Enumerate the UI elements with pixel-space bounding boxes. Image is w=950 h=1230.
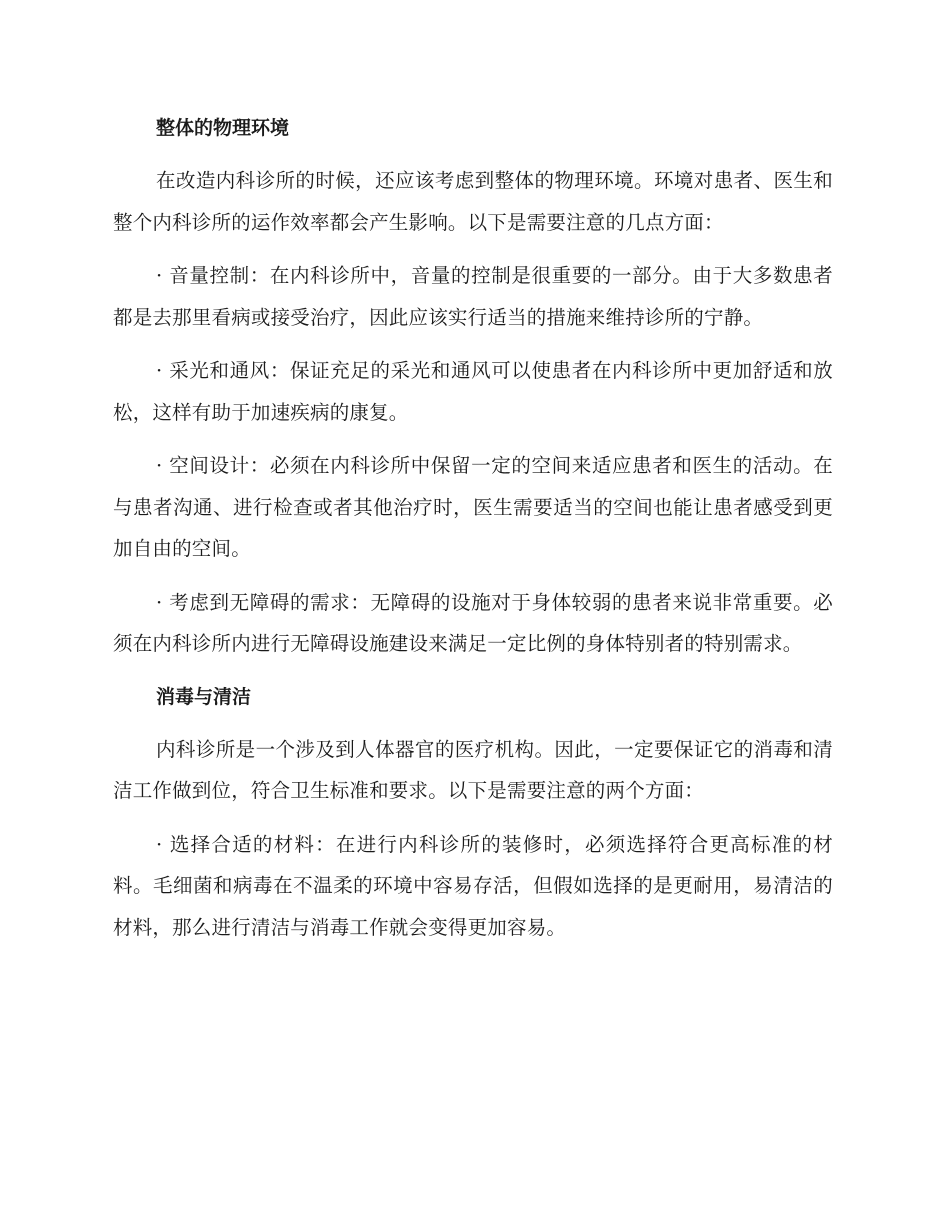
section-heading: 整体的物理环境 — [156, 117, 290, 139]
section-heading: 消毒与清洁 — [156, 685, 252, 708]
bullet-materials: · 选择合适的材料：在进行内科诊所的装修时，必须选择符合更高标准的材料。毛细菌和病毒在不温柔的环境中容易存活，但假如选择的是更耐用，易清洁的材料，那么进行清洁与消毒工作就会变得更加容易。 — [113, 832, 833, 939]
bullet-accessibility: · 考虑到无障碍的需求：无障碍的设施对于身体较弱的患者来说非常重要。必须在内科诊所内进行无障碍设施建设来满足一定比例的身体特别者的特别需求。 — [113, 590, 833, 655]
bullet-lighting-ventilation: · 采光和通风：保证充足的采光和通风可以使患者在内科诊所中更加舒适和放松，这样有助于加速疾病的康复。 — [113, 359, 833, 424]
bullet-volume-control: · 音量控制：在内科诊所中，音量的控制是很重要的一部分。由于大多数患者都是去那里看病或接受治疗，因此应该实行适当的措施来维持诊所的宁静。 — [113, 264, 833, 329]
bullet-space-design: · 空间设计：必须在内科诊所中保留一定的空间来适应患者和医生的活动。在与患者沟通、进行检查或者其他治疗时，医生需要适当的空间也能让患者感受到更加自由的空间。 — [113, 454, 833, 560]
document-page — [113, 108, 833, 960]
intro-paragraph: 在改造内科诊所的时候，还应该考虑到整体的物理环境。环境对患者、医生和整个内科诊所的运作效率都会产生影响。以下是需要注意的几点方面： — [113, 169, 833, 234]
section-physical-environment — [113, 108, 833, 665]
section-disinfection-cleaning — [113, 677, 833, 949]
intro-paragraph: 内科诊所是一个涉及到人体器官的医疗机构。因此，一定要保证它的消毒和清洁工作做到位，符合卫生标准和要求。以下是需要注意的两个方面： — [113, 737, 833, 802]
